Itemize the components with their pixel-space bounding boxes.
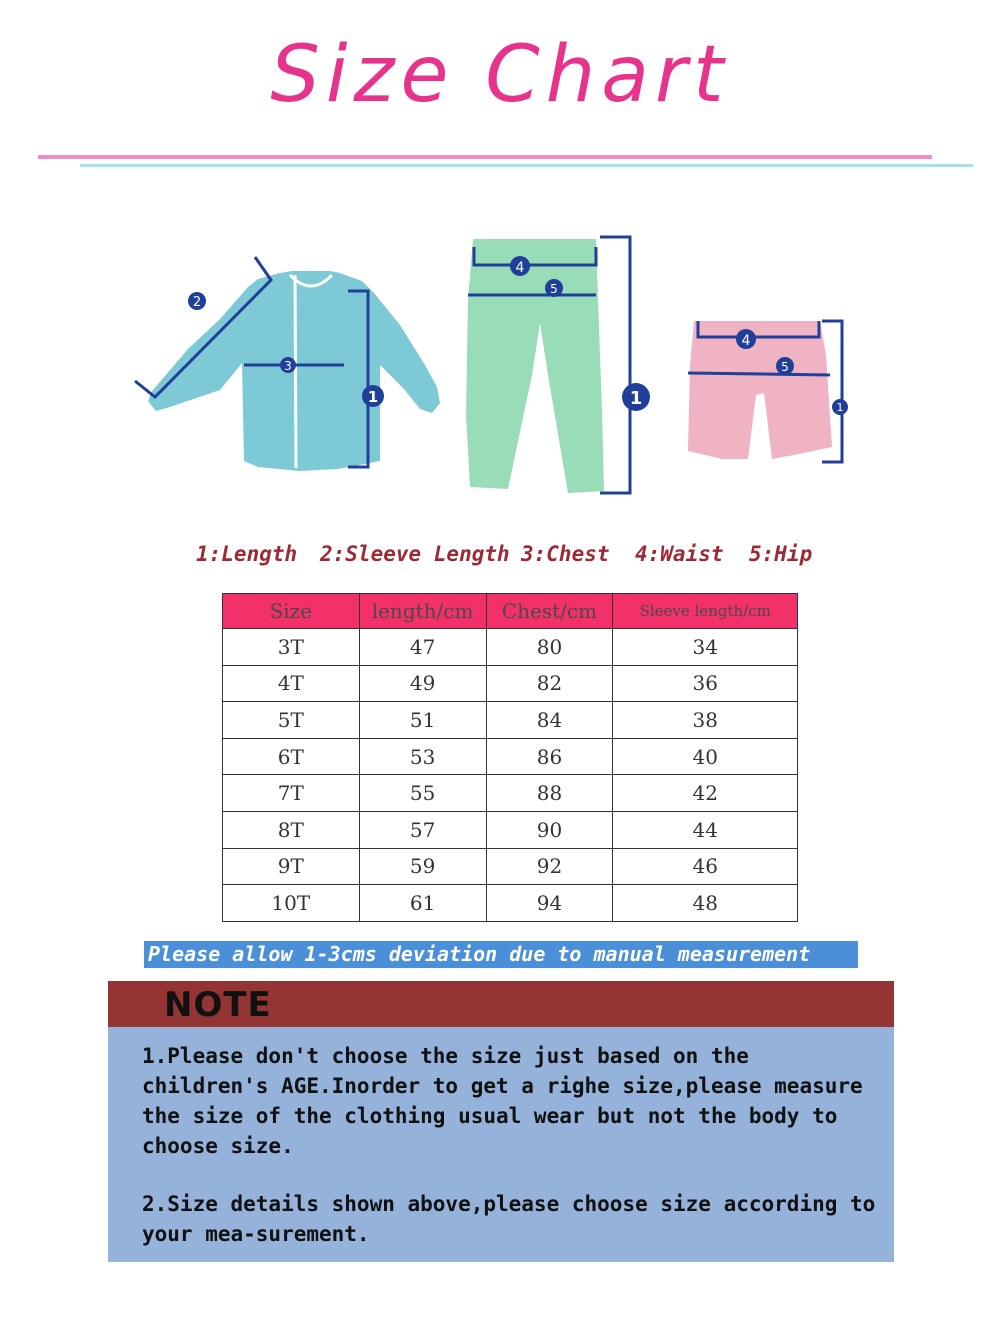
cell-sleeve: 38	[613, 702, 798, 739]
shorts-illustration	[688, 321, 848, 462]
legend-length: 1:Length	[196, 542, 298, 566]
pants-shape	[466, 239, 604, 493]
size-table	[222, 593, 798, 922]
cell-sleeve: 46	[613, 848, 798, 885]
cell-chest: 94	[486, 885, 613, 922]
header-length: length/cm	[359, 594, 486, 629]
cell-sleeve: 36	[613, 665, 798, 702]
cell-size: 7T	[223, 775, 360, 812]
table-row	[223, 702, 798, 739]
header-chest: Chest/cm	[486, 594, 613, 629]
cell-size: 4T	[223, 665, 360, 702]
cell-length: 47	[359, 629, 486, 666]
marker-4-pants: 4	[515, 260, 525, 276]
marker-5-pants: 5	[550, 282, 558, 296]
cell-length: 55	[359, 775, 486, 812]
cell-chest: 80	[486, 629, 613, 666]
pink-divider	[38, 155, 932, 159]
cell-length: 61	[359, 885, 486, 922]
note-header	[108, 981, 894, 1027]
legend-sleeve-length: 2:Sleeve Length	[320, 542, 510, 566]
marker-3: 3	[284, 359, 292, 373]
marker-4-shorts: 4	[741, 333, 751, 349]
table-row	[223, 738, 798, 775]
table-header-row	[223, 594, 798, 629]
shirt-illustration	[135, 257, 440, 471]
note-body	[108, 1027, 894, 1262]
note-paragraph-2: 2.Size details shown above,please choose size according to your mea-surement.	[142, 1192, 876, 1246]
cell-length: 51	[359, 702, 486, 739]
cell-chest: 88	[486, 775, 613, 812]
table-row	[223, 629, 798, 666]
cell-chest: 90	[486, 811, 613, 848]
deviation-notice: Please allow 1-3cms deviation due to manual measurement	[144, 941, 858, 968]
cell-chest: 86	[486, 738, 613, 775]
measurement-legend	[0, 542, 1000, 572]
cell-size: 9T	[223, 848, 360, 885]
marker-5-shorts: 5	[781, 360, 789, 374]
cell-size: 10T	[223, 885, 360, 922]
cell-length: 59	[359, 848, 486, 885]
table-row	[223, 775, 798, 812]
cell-size: 8T	[223, 811, 360, 848]
cell-size: 6T	[223, 738, 360, 775]
marker-1-pants: 1	[629, 388, 643, 409]
page-title: Size Chart	[270, 30, 730, 120]
blue-divider	[80, 164, 973, 167]
note-paragraph-1: 1.Please don't choose the size just based on the children's AGE.Inorder to get a righe size,please measure the size of the clothing usual wear but not the body to choose size.	[142, 1044, 863, 1158]
legend-hip: 5:Hip	[749, 542, 813, 566]
cell-size: 5T	[223, 702, 360, 739]
note-heading: NOTE	[164, 985, 272, 1025]
cell-chest: 82	[486, 665, 613, 702]
cell-sleeve: 40	[613, 738, 798, 775]
garment-illustrations	[0, 215, 1000, 515]
cell-size: 3T	[223, 629, 360, 666]
cell-chest: 92	[486, 848, 613, 885]
cell-length: 49	[359, 665, 486, 702]
shorts-shape	[688, 321, 832, 459]
cell-sleeve: 48	[613, 885, 798, 922]
cell-length: 53	[359, 738, 486, 775]
marker-2: 2	[192, 295, 202, 310]
pants-illustration	[466, 237, 650, 493]
legend-chest: 3:Chest	[521, 542, 610, 566]
table-row	[223, 811, 798, 848]
header-size: Size	[223, 594, 360, 629]
cell-sleeve: 44	[613, 811, 798, 848]
table-row	[223, 848, 798, 885]
table-row	[223, 885, 798, 922]
marker-1-shirt: 1	[367, 388, 379, 406]
table-row	[223, 665, 798, 702]
marker-1-shorts: 1	[836, 401, 844, 414]
cell-chest: 84	[486, 702, 613, 739]
legend-waist: 4:Waist	[635, 542, 724, 566]
cell-length: 57	[359, 811, 486, 848]
cell-sleeve: 42	[613, 775, 798, 812]
cell-sleeve: 34	[613, 629, 798, 666]
header-sleeve-length: Sleeve length/cm	[613, 594, 798, 629]
